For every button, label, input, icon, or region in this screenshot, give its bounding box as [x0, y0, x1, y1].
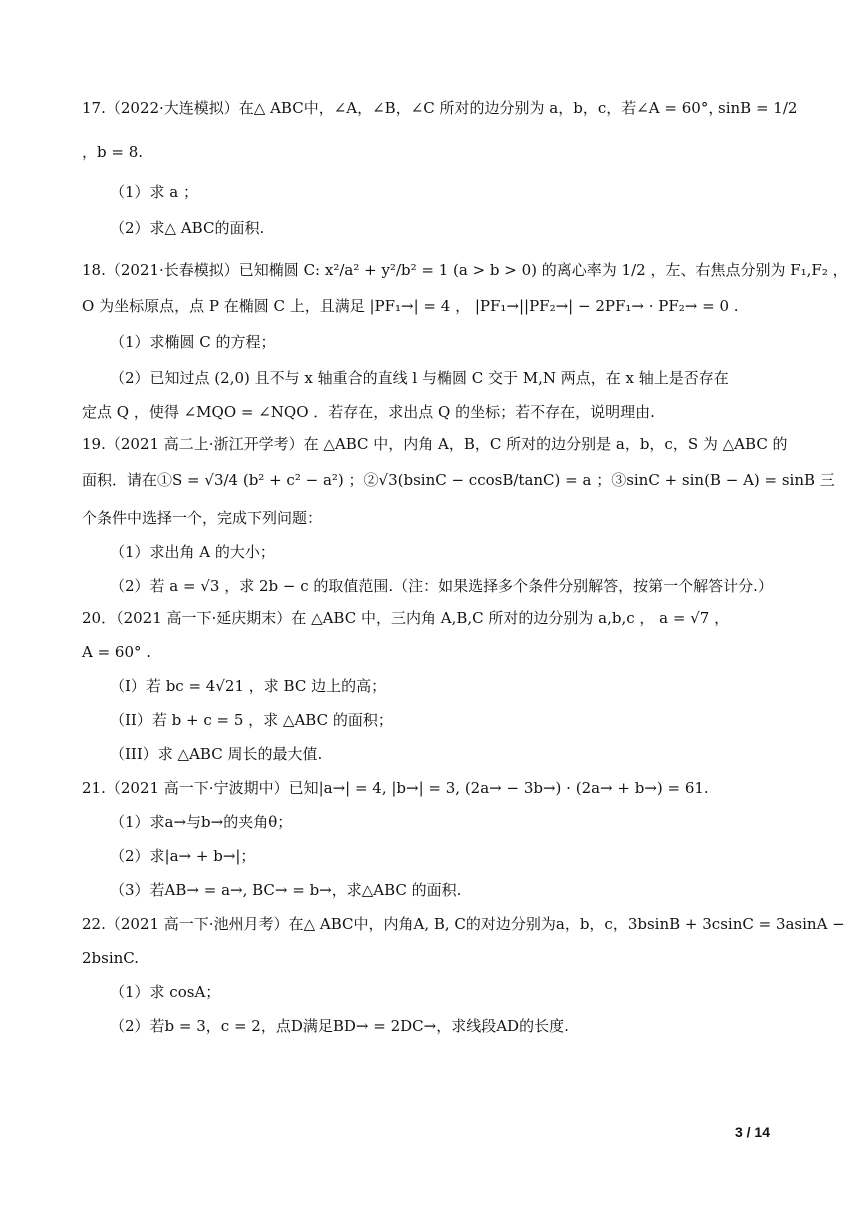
problem-20-part-1: （I）若 bc = 4√21 ，求 BC 边上的高； — [110, 677, 387, 695]
problem-21-stem: 21.（2021 高一下·宁波期中）已知|a→| = 4, |b→| = 3, (2a→ − 3b→) · (2a→ + b→) = 61. — [82, 779, 709, 797]
problem-17-stem: 17.（2022·大连模拟）在△ ABC中，∠A，∠B，∠C 所对的边分别为 a，b，c，若∠A = 60°， — [82, 99, 724, 117]
problem-17-part-1: （1）求 a ； — [110, 183, 199, 201]
problem-21-part-1: （1）求a→与b→的夹角θ； — [110, 813, 293, 831]
problem-20-stem: 20．（2021 高一下·延庆期末）在 △ABC 中，三内角 A,B,C 所对的边分别为 a,b,c ， a = √7 ， — [82, 609, 730, 627]
problem-22-stem: 22.（2021 高一下·池州月考）在△ ABC中，内角A, B, C的对边分别为a，b，c，3bsinB + 3csinC = 3asinA − — [82, 915, 845, 933]
problem-17-sinB: sinB = 1/2 — [718, 99, 798, 117]
problem-17-stem-cont: ，b = 8. — [82, 143, 144, 161]
problem-22-stem-cont: 2bsinC. — [82, 949, 140, 967]
problem-19-stem-cont: 个条件中选择一个，完成下列问题： — [82, 509, 323, 527]
problem-18-stem: 18.（2021·长春模拟）已知椭圆 C: x²/a² + y²/b² = 1 (a > b > 0) 的离心率为 1/2 ，左、右焦点分别为 F₁,F₂ ， — [82, 261, 848, 279]
problem-18-part-2: （2）已知过点 (2,0) 且不与 x 轴重合的直线 l 与椭圆 C 交于 M,N 两点，在 x 轴上是否存在 — [110, 369, 729, 387]
problem-19-conditions: 面积．请在①S = √3/4 (b² + c² − a²) ；②√3(bsinC − ccosB/tanC) = a ；③sinC + sin(B − A) = sinB 三 — [82, 471, 835, 489]
page-number: 3 / 14 — [734, 1124, 770, 1140]
problem-17-part-2: （2）求△ ABC的面积. — [110, 219, 265, 237]
problem-21-part-3: （3）若AB→ = a→, BC→ = b→，求△ABC 的面积. — [110, 881, 462, 899]
problem-18-part-2-cont: 定点 Q ，使得 ∠MQO = ∠NQO ．若存在，求出点 Q 的坐标；若不存在，说明理由. — [82, 403, 655, 421]
problem-19-stem: 19.（2021 高二上·浙江开学考）在 △ABC 中，内角 A，B，C 所对的边分别是 a，b，c，S 为 △ABC 的 — [82, 435, 788, 453]
problem-18-stem-cont: O 为坐标原点，点 P 在椭圆 C 上，且满足 |PF₁→| = 4 ， |PF₁→||PF₂→| − 2PF₁→ · PF₂→ = 0 . — [82, 297, 739, 315]
problem-20-part-2: （II）若 b + c = 5 ，求 △ABC 的面积； — [110, 711, 393, 729]
problem-22-part-2: （2）若b = 3，c = 2，点D满足BD→ = 2DC→，求线段AD的长度. — [110, 1017, 569, 1035]
problem-20-part-3: （III）求 △ABC 周长的最大值. — [110, 745, 323, 763]
problem-19-part-1: （1）求出角 A 的大小； — [110, 543, 275, 561]
problem-21-part-2: （2）求|a→ + b→|； — [110, 847, 256, 865]
problem-18-part-1: （1）求椭圆 C 的方程； — [110, 333, 276, 351]
problem-22-part-1: （1）求 cosA； — [110, 983, 221, 1001]
problem-19-part-2: （2）若 a = √3 ，求 2b − c 的取值范围.（注：如果选择多个条件分别解答，按第一个解答计分.） — [110, 577, 773, 595]
problem-20-stem-cont: A = 60° . — [82, 643, 152, 661]
